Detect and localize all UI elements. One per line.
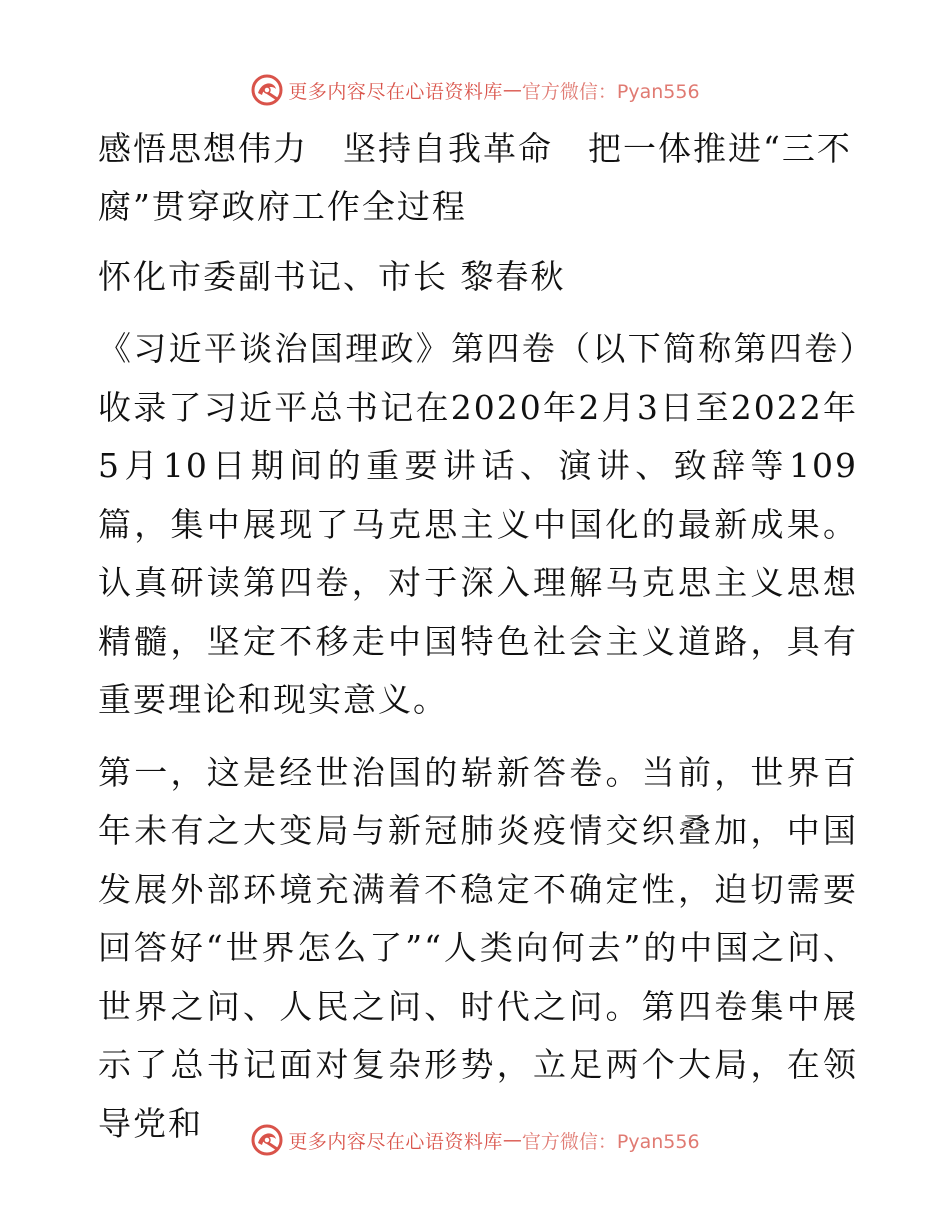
banner-separator: —: [502, 79, 522, 101]
header-banner: [0, 70, 950, 110]
banner-main-text: 更多内容尽在心语资料库: [288, 80, 503, 103]
banner-main-text: 更多内容尽在心语资料库: [288, 1130, 503, 1153]
document-title: 感悟思想伟力 坚持自我革命 把一体推进“三不腐”贯穿政府工作全过程: [98, 129, 852, 226]
red-swirl-logo-icon: [250, 1123, 284, 1157]
footer-banner: [0, 1120, 950, 1160]
paragraph: 第一，这是经世治国的崭新答卷。当前，世界百年未有之大变局与新冠肺炎疫情交织叠加，中国发展外部环境充满着不稳定不确定性，迫切需要回答好“世界怎么了”“人类向何去”的中国之问、世界之问、人民之问、时代之问。第四卷集中展示了总书记面对复杂形势，立足两个大局，在领导党和: [98, 752, 858, 1143]
document-author: 怀化市委副书记、市长 黎春秋: [98, 257, 566, 296]
banner-wechat-text: 官方微信：Pyan556: [521, 1130, 700, 1153]
document-body: [98, 120, 858, 1153]
paragraph: 《习近平谈治国理政》第四卷（以下简称第四卷）收录了习近平总书记在2020年2月3日至2022年5月10日期间的重要讲话、演讲、致辞等109篇，集中展现了马克思主义中国化的最新成果。认真研读第四卷，对于深入理解马克思主义思想精髓，坚定不移走中国特色社会主义道路，具有重要理论和现实意义。: [98, 329, 858, 719]
banner-wechat-text: 官方微信：Pyan556: [521, 80, 700, 103]
banner-separator: —: [502, 1129, 522, 1151]
red-swirl-logo-icon: [250, 73, 284, 107]
